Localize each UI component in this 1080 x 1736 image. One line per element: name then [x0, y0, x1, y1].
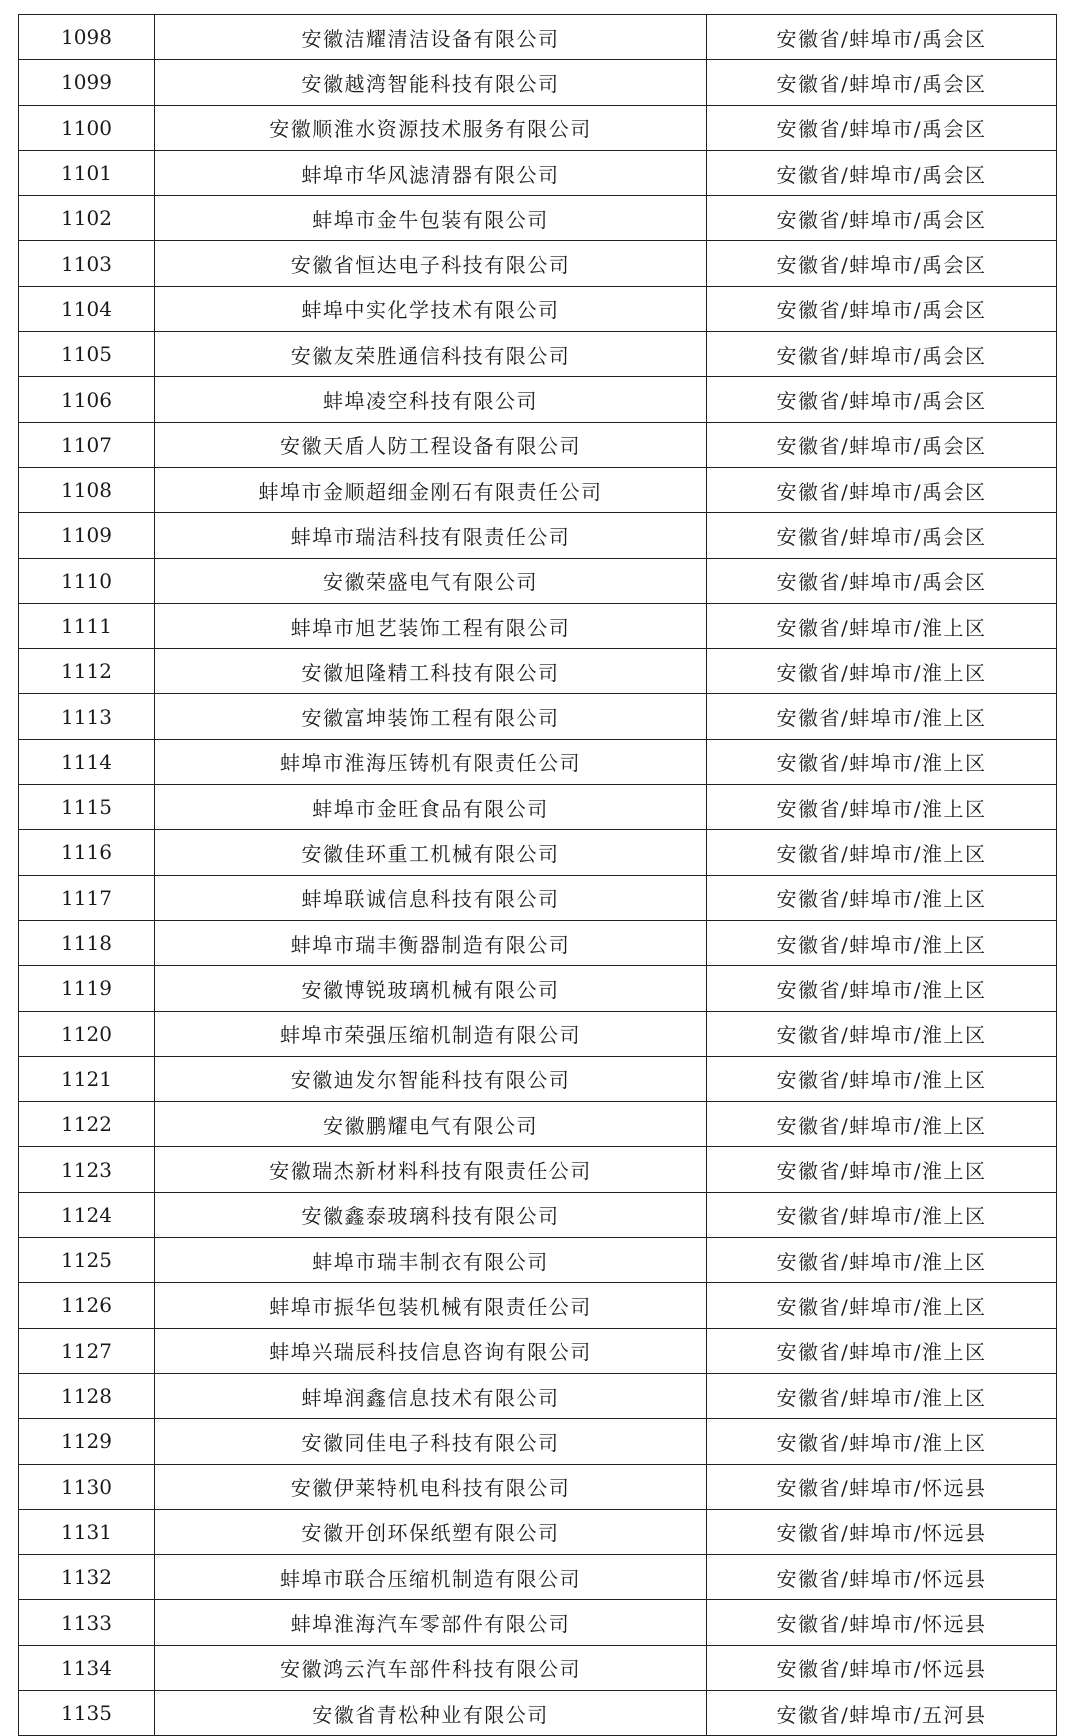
- table-row: [19, 694, 1057, 739]
- company-name-cell: 安徽瑞杰新材料科技有限责任公司: [155, 1147, 707, 1192]
- row-number-cell: 1101: [19, 150, 155, 195]
- region-cell: 安徽省/蚌埠市/禹会区: [707, 196, 1057, 241]
- row-number-cell: 1135: [19, 1690, 155, 1735]
- row-number-cell: 1130: [19, 1464, 155, 1509]
- company-name-cell: 蚌埠凌空科技有限公司: [155, 377, 707, 422]
- row-number-cell: 1128: [19, 1373, 155, 1418]
- company-name-cell: 蚌埠市振华包装机械有限责任公司: [155, 1283, 707, 1328]
- region-cell: 安徽省/蚌埠市/淮上区: [707, 1419, 1057, 1464]
- company-name-cell: 安徽顺淮水资源技术服务有限公司: [155, 105, 707, 150]
- company-name-cell: 蚌埠市金牛包装有限公司: [155, 196, 707, 241]
- table-row: [19, 286, 1057, 331]
- table-row: [19, 150, 1057, 195]
- company-name-cell: 蚌埠市联合压缩机制造有限公司: [155, 1555, 707, 1600]
- row-number-cell: 1117: [19, 875, 155, 920]
- row-number-cell: 1106: [19, 377, 155, 422]
- company-name-cell: 蚌埠市瑞丰衡器制造有限公司: [155, 920, 707, 965]
- row-number-cell: 1107: [19, 422, 155, 467]
- table-row: [19, 377, 1057, 422]
- company-name-cell: 安徽同佳电子科技有限公司: [155, 1419, 707, 1464]
- row-number-cell: 1111: [19, 603, 155, 648]
- region-cell: 安徽省/蚌埠市/怀远县: [707, 1645, 1057, 1690]
- row-number-cell: 1100: [19, 105, 155, 150]
- region-cell: 安徽省/蚌埠市/淮上区: [707, 1283, 1057, 1328]
- company-name-cell: 蚌埠市瑞丰制衣有限公司: [155, 1238, 707, 1283]
- region-cell: 安徽省/蚌埠市/五河县: [707, 1690, 1057, 1735]
- table-row: [19, 966, 1057, 1011]
- table-row: [19, 1600, 1057, 1645]
- table-row: [19, 649, 1057, 694]
- table-row: [19, 1419, 1057, 1464]
- row-number-cell: 1125: [19, 1238, 155, 1283]
- region-cell: 安徽省/蚌埠市/淮上区: [707, 1056, 1057, 1101]
- table-row: [19, 105, 1057, 150]
- table-row: [19, 785, 1057, 830]
- region-cell: 安徽省/蚌埠市/淮上区: [707, 739, 1057, 784]
- row-number-cell: 1131: [19, 1509, 155, 1554]
- region-cell: 安徽省/蚌埠市/淮上区: [707, 1328, 1057, 1373]
- row-number-cell: 1122: [19, 1102, 155, 1147]
- region-cell: 安徽省/蚌埠市/淮上区: [707, 1102, 1057, 1147]
- table-row: [19, 513, 1057, 558]
- row-number-cell: 1115: [19, 785, 155, 830]
- row-number-cell: 1126: [19, 1283, 155, 1328]
- table-row: [19, 1509, 1057, 1554]
- company-name-cell: 安徽博锐玻璃机械有限公司: [155, 966, 707, 1011]
- table-row: [19, 467, 1057, 512]
- region-cell: 安徽省/蚌埠市/淮上区: [707, 830, 1057, 875]
- region-cell: 安徽省/蚌埠市/淮上区: [707, 920, 1057, 965]
- row-number-cell: 1127: [19, 1328, 155, 1373]
- company-name-cell: 蚌埠市金顺超细金刚石有限责任公司: [155, 467, 707, 512]
- table-row: [19, 1555, 1057, 1600]
- company-name-cell: 蚌埠兴瑞辰科技信息咨询有限公司: [155, 1328, 707, 1373]
- table-row: [19, 1283, 1057, 1328]
- company-name-cell: 安徽开创环保纸塑有限公司: [155, 1509, 707, 1554]
- company-name-cell: 蚌埠联诚信息科技有限公司: [155, 875, 707, 920]
- company-name-cell: 安徽旭隆精工科技有限公司: [155, 649, 707, 694]
- row-number-cell: 1133: [19, 1600, 155, 1645]
- region-cell: 安徽省/蚌埠市/禹会区: [707, 422, 1057, 467]
- region-cell: 安徽省/蚌埠市/淮上区: [707, 603, 1057, 648]
- company-name-cell: 安徽友荣胜通信科技有限公司: [155, 332, 707, 377]
- table-row: [19, 875, 1057, 920]
- region-cell: 安徽省/蚌埠市/淮上区: [707, 966, 1057, 1011]
- company-name-cell: 蚌埠市华风滤清器有限公司: [155, 150, 707, 195]
- table-row: [19, 332, 1057, 377]
- table-row: [19, 1147, 1057, 1192]
- company-list-table: [18, 14, 1057, 1736]
- table-row: [19, 1373, 1057, 1418]
- region-cell: 安徽省/蚌埠市/怀远县: [707, 1555, 1057, 1600]
- row-number-cell: 1108: [19, 467, 155, 512]
- company-name-cell: 安徽鸿云汽车部件科技有限公司: [155, 1645, 707, 1690]
- region-cell: 安徽省/蚌埠市/淮上区: [707, 1373, 1057, 1418]
- table-row: [19, 1690, 1057, 1735]
- table-row: [19, 830, 1057, 875]
- region-cell: 安徽省/蚌埠市/禹会区: [707, 241, 1057, 286]
- company-name-cell: 安徽荣盛电气有限公司: [155, 558, 707, 603]
- table-row: [19, 1464, 1057, 1509]
- region-cell: 安徽省/蚌埠市/禹会区: [707, 150, 1057, 195]
- row-number-cell: 1112: [19, 649, 155, 694]
- row-number-cell: 1114: [19, 739, 155, 784]
- table-row: [19, 196, 1057, 241]
- company-name-cell: 安徽伊莱特机电科技有限公司: [155, 1464, 707, 1509]
- row-number-cell: 1104: [19, 286, 155, 331]
- row-number-cell: 1132: [19, 1555, 155, 1600]
- row-number-cell: 1102: [19, 196, 155, 241]
- row-number-cell: 1113: [19, 694, 155, 739]
- company-name-cell: 蚌埠市淮海压铸机有限责任公司: [155, 739, 707, 784]
- region-cell: 安徽省/蚌埠市/禹会区: [707, 467, 1057, 512]
- row-number-cell: 1124: [19, 1192, 155, 1237]
- region-cell: 安徽省/蚌埠市/淮上区: [707, 649, 1057, 694]
- row-number-cell: 1134: [19, 1645, 155, 1690]
- company-name-cell: 安徽越湾智能科技有限公司: [155, 60, 707, 105]
- region-cell: 安徽省/蚌埠市/怀远县: [707, 1464, 1057, 1509]
- row-number-cell: 1099: [19, 60, 155, 105]
- company-name-cell: 安徽迪发尔智能科技有限公司: [155, 1056, 707, 1101]
- region-cell: 安徽省/蚌埠市/禹会区: [707, 513, 1057, 558]
- row-number-cell: 1119: [19, 966, 155, 1011]
- company-name-cell: 蚌埠润鑫信息技术有限公司: [155, 1373, 707, 1418]
- row-number-cell: 1123: [19, 1147, 155, 1192]
- region-cell: 安徽省/蚌埠市/禹会区: [707, 558, 1057, 603]
- table-row: [19, 60, 1057, 105]
- region-cell: 安徽省/蚌埠市/禹会区: [707, 332, 1057, 377]
- company-name-cell: 蚌埠市荣强压缩机制造有限公司: [155, 1011, 707, 1056]
- table-row: [19, 1102, 1057, 1147]
- row-number-cell: 1098: [19, 15, 155, 60]
- row-number-cell: 1103: [19, 241, 155, 286]
- table-row: [19, 1056, 1057, 1101]
- table-row: [19, 241, 1057, 286]
- company-name-cell: 蚌埠中实化学技术有限公司: [155, 286, 707, 331]
- row-number-cell: 1116: [19, 830, 155, 875]
- company-name-cell: 安徽天盾人防工程设备有限公司: [155, 422, 707, 467]
- region-cell: 安徽省/蚌埠市/淮上区: [707, 875, 1057, 920]
- company-name-cell: 蚌埠市金旺食品有限公司: [155, 785, 707, 830]
- company-name-cell: 安徽省恒达电子科技有限公司: [155, 241, 707, 286]
- row-number-cell: 1110: [19, 558, 155, 603]
- company-name-cell: 安徽富坤装饰工程有限公司: [155, 694, 707, 739]
- row-number-cell: 1121: [19, 1056, 155, 1101]
- row-number-cell: 1120: [19, 1011, 155, 1056]
- company-name-cell: 蚌埠淮海汽车零部件有限公司: [155, 1600, 707, 1645]
- table-row: [19, 15, 1057, 60]
- region-cell: 安徽省/蚌埠市/怀远县: [707, 1509, 1057, 1554]
- company-name-cell: 蚌埠市旭艺装饰工程有限公司: [155, 603, 707, 648]
- region-cell: 安徽省/蚌埠市/淮上区: [707, 694, 1057, 739]
- table-row: [19, 1192, 1057, 1237]
- region-cell: 安徽省/蚌埠市/禹会区: [707, 15, 1057, 60]
- table-row: [19, 739, 1057, 784]
- region-cell: 安徽省/蚌埠市/禹会区: [707, 286, 1057, 331]
- table-row: [19, 1645, 1057, 1690]
- table-row: [19, 1011, 1057, 1056]
- region-cell: 安徽省/蚌埠市/禹会区: [707, 60, 1057, 105]
- region-cell: 安徽省/蚌埠市/淮上区: [707, 1192, 1057, 1237]
- row-number-cell: 1105: [19, 332, 155, 377]
- company-name-cell: 安徽鹏耀电气有限公司: [155, 1102, 707, 1147]
- company-name-cell: 安徽洁耀清洁设备有限公司: [155, 15, 707, 60]
- table-row: [19, 920, 1057, 965]
- table-row: [19, 422, 1057, 467]
- table-row: [19, 1328, 1057, 1373]
- company-name-cell: 安徽鑫泰玻璃科技有限公司: [155, 1192, 707, 1237]
- table-row: [19, 558, 1057, 603]
- region-cell: 安徽省/蚌埠市/怀远县: [707, 1600, 1057, 1645]
- region-cell: 安徽省/蚌埠市/禹会区: [707, 105, 1057, 150]
- company-name-cell: 安徽佳环重工机械有限公司: [155, 830, 707, 875]
- row-number-cell: 1129: [19, 1419, 155, 1464]
- region-cell: 安徽省/蚌埠市/禹会区: [707, 377, 1057, 422]
- table-row: [19, 1238, 1057, 1283]
- company-name-cell: 安徽省青松种业有限公司: [155, 1690, 707, 1735]
- row-number-cell: 1118: [19, 920, 155, 965]
- row-number-cell: 1109: [19, 513, 155, 558]
- region-cell: 安徽省/蚌埠市/淮上区: [707, 1011, 1057, 1056]
- region-cell: 安徽省/蚌埠市/淮上区: [707, 1147, 1057, 1192]
- region-cell: 安徽省/蚌埠市/淮上区: [707, 785, 1057, 830]
- company-list-body: [19, 15, 1057, 1736]
- table-row: [19, 603, 1057, 648]
- region-cell: 安徽省/蚌埠市/淮上区: [707, 1238, 1057, 1283]
- company-name-cell: 蚌埠市瑞洁科技有限责任公司: [155, 513, 707, 558]
